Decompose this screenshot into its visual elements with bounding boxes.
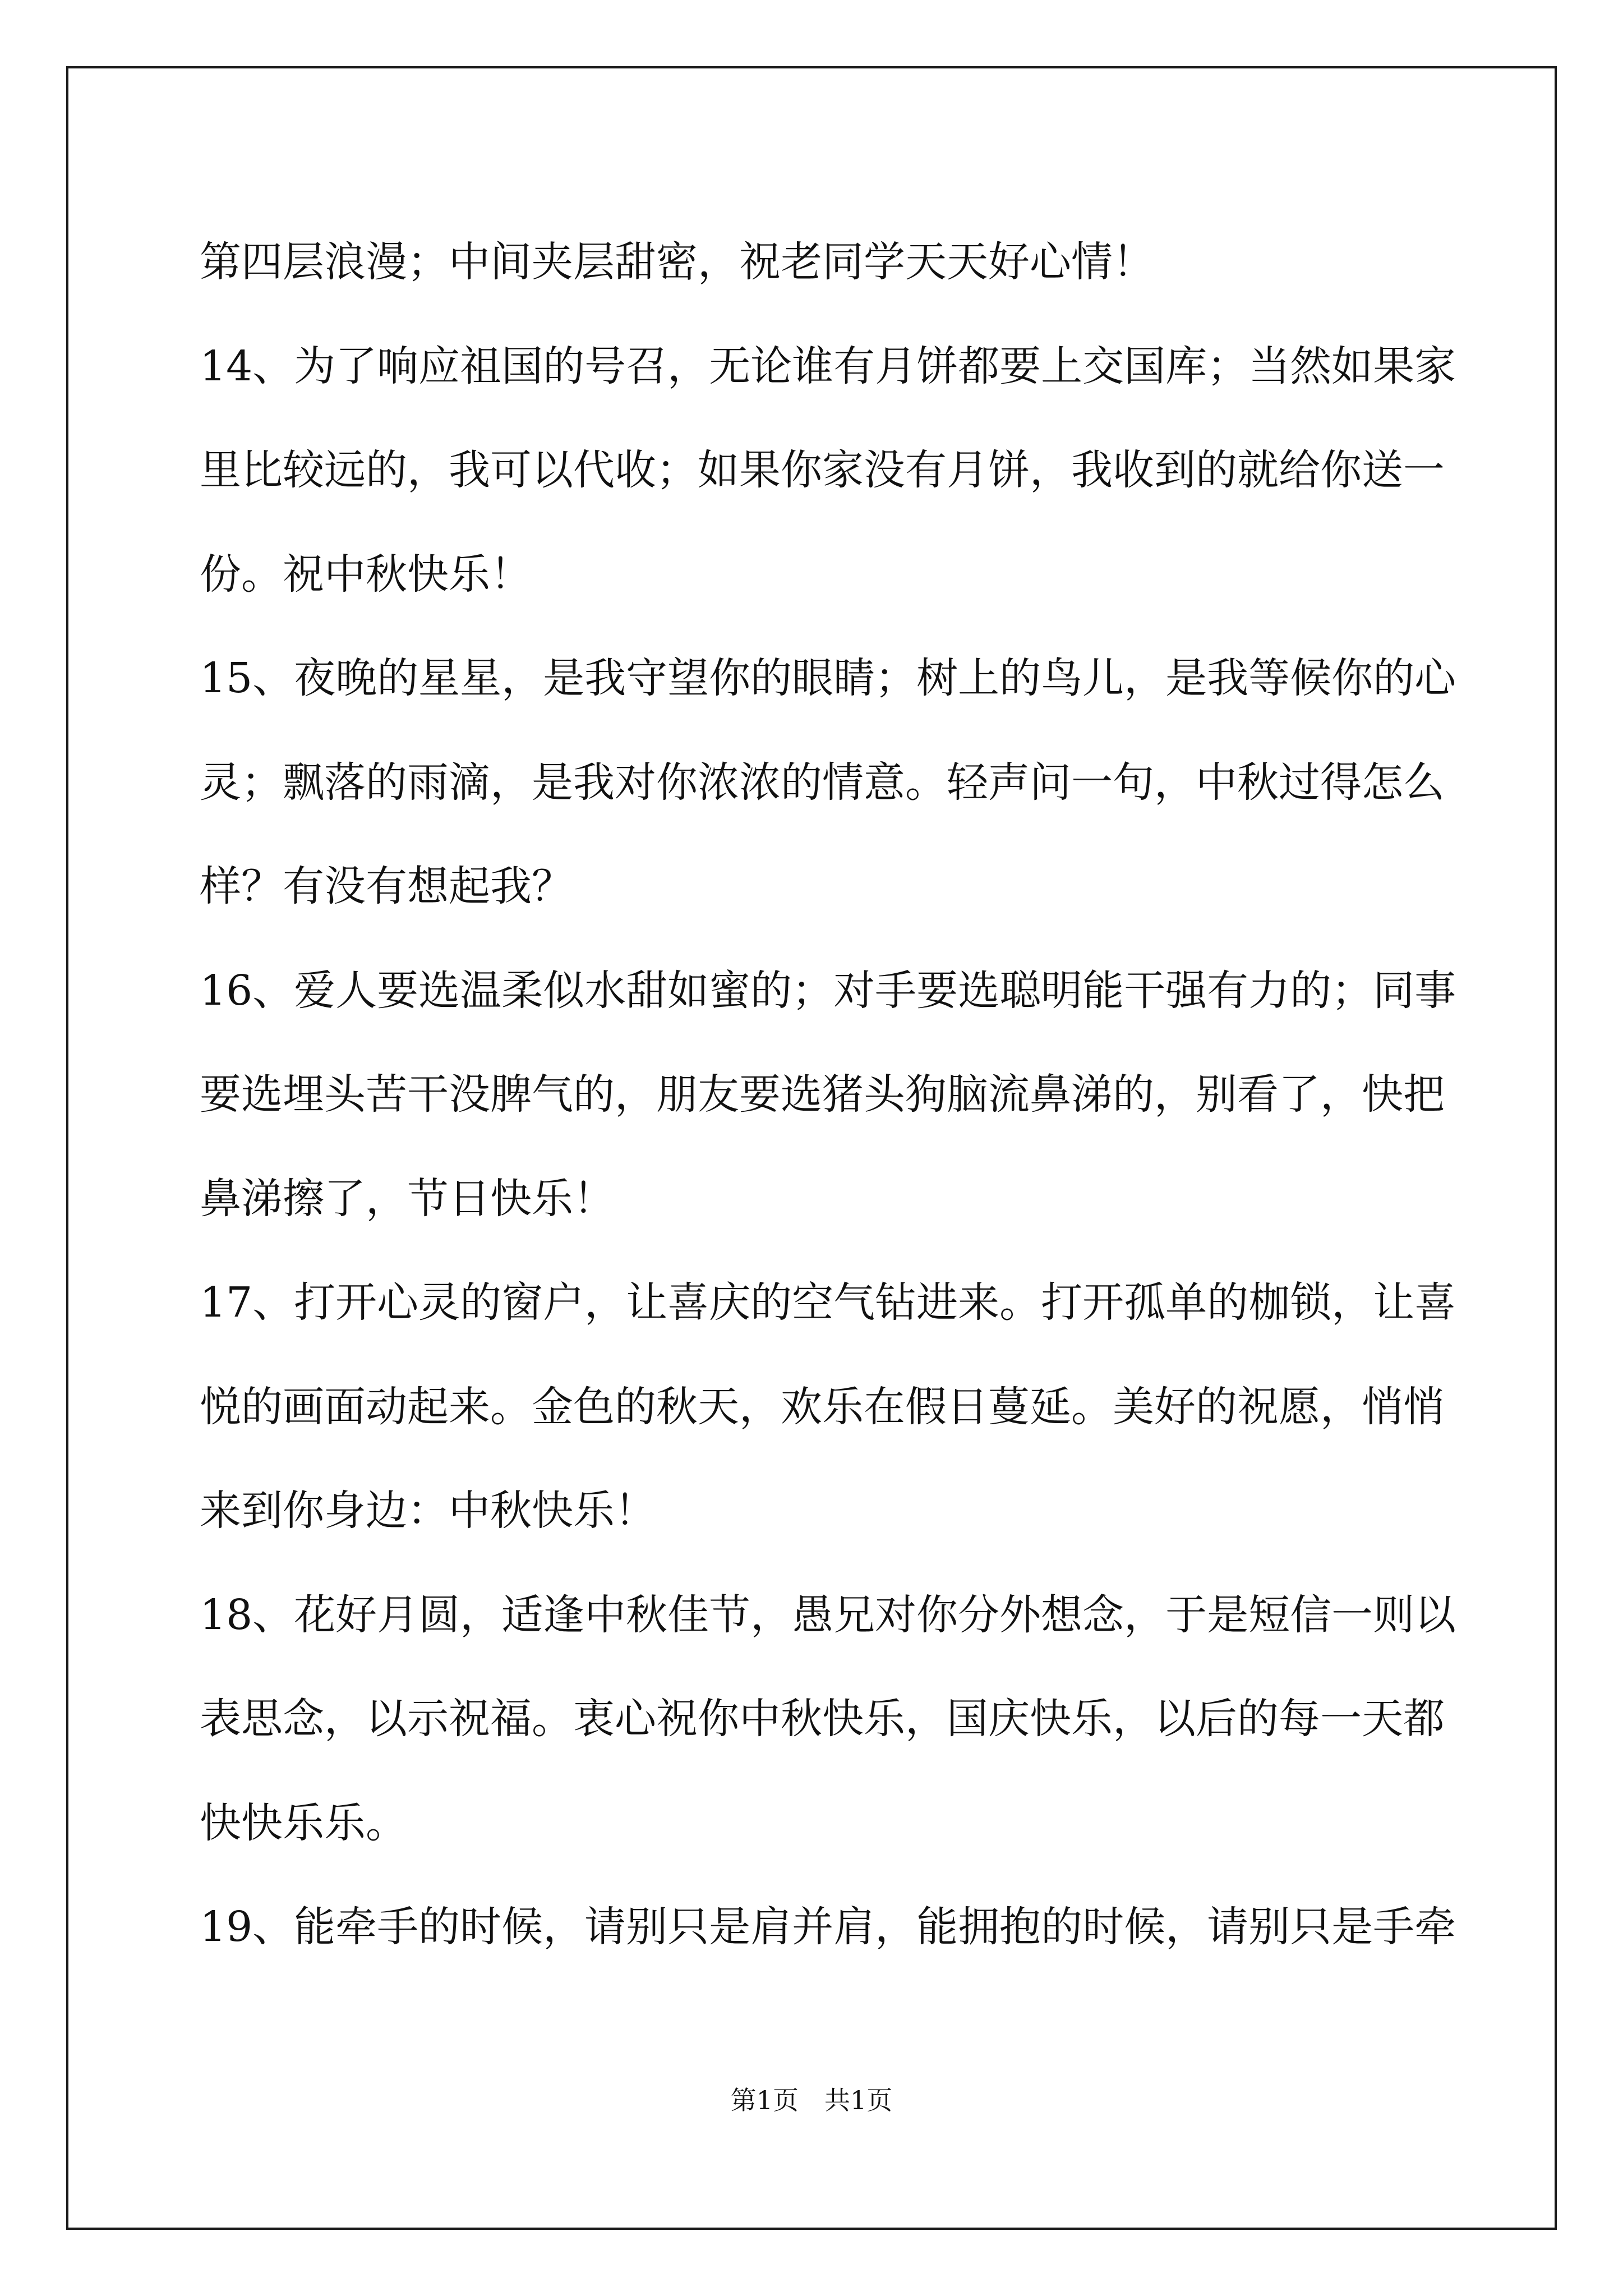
text-line: 悦的画面动起来。金色的秋天，欢乐在假日蔓延。美好的祝愿，悄悄 [200,1382,1445,1431]
text-line: 鼻涕擦了，节日快乐！ [200,1174,615,1223]
text-line: 表思念，以示祝福。衷心祝你中秋快乐，国庆快乐，以后的每一天都 [200,1695,1445,1743]
page-footer [0,2080,1623,2117]
text-line: 第四层浪漫；中间夹层甜密，祝老同学天天好心情！ [200,238,1154,286]
text-line: 16、爱人要选温柔似水甜如蜜的；对手要选聪明能干强有力的；同事 [200,966,1456,1015]
document-body [200,210,1456,1980]
text-line: 18、花好月圆，适逢中秋佳节，愚兄对你分外想念，于是短信一则以 [200,1590,1456,1639]
text-line: 19、能牵手的时候，请别只是肩并肩，能拥抱的时候，请别只是手牵 [200,1903,1456,1951]
text-line: 里比较远的，我可以代收；如果你家没有月饼，我收到的就给你送一 [200,446,1445,494]
text-line: 15、夜晚的星星，是我守望你的眼睛；树上的鸟儿，是我等候你的心 [200,654,1456,702]
text-line: 灵；飘落的雨滴，是我对你浓浓的情意。轻声问一句，中秋过得怎么 [200,758,1445,807]
text-line: 17、打开心灵的窗户，让喜庆的空气钻进来。打开孤单的枷锁，让喜 [200,1278,1456,1327]
text-line: 要选埋头苦干没脾气的，朋友要选猪头狗脑流鼻涕的，别看了，快把 [200,1070,1445,1119]
text-line: 来到你身边：中秋快乐！ [200,1487,656,1535]
text-line: 份。祝中秋快乐！ [200,550,532,599]
page-total: 共1页 [824,2085,893,2115]
text-line: 14、为了响应祖国的号召，无论谁有月饼都要上交国库；当然如果家 [200,342,1456,390]
text-line: 快快乐乐。 [200,1798,407,1847]
page-number: 第1页 [730,2085,799,2115]
text-line: 样？有没有想起我？ [200,862,573,910]
